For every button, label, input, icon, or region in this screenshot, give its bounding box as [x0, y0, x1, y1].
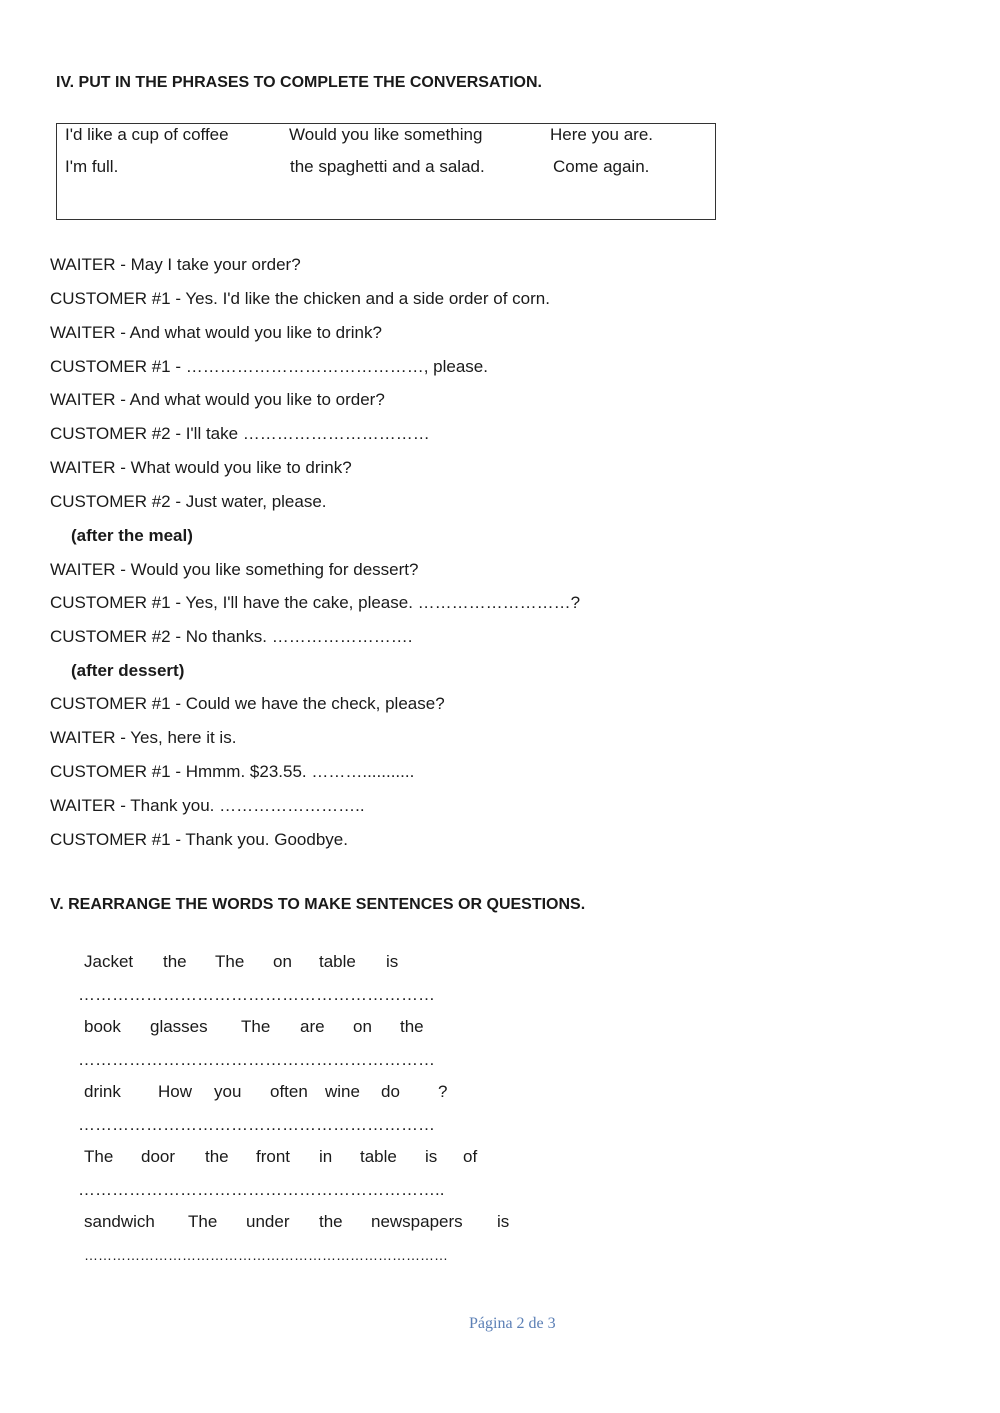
phrase: the spaghetti and a salad. [290, 157, 485, 176]
scrambled-word: the [163, 952, 187, 971]
page-number: Página 2 de 3 [469, 1315, 556, 1332]
scrambled-word: often [270, 1082, 308, 1101]
conversation-line: CUSTOMER #1 - Yes. I'd like the chicken and a side order of corn. [50, 289, 550, 308]
scrambled-word: sandwich [84, 1212, 155, 1231]
phrase: Here you are. [550, 125, 653, 144]
scrambled-word: under [246, 1212, 290, 1231]
scrambled-word: is [425, 1147, 438, 1166]
scrambled-word: ? [438, 1082, 448, 1101]
scrambled-word: table [319, 952, 356, 971]
conversation-line: WAITER - May I take your order? [50, 255, 301, 274]
conversation-line: WAITER - And what would you like to drink? [50, 323, 382, 342]
scrambled-word: on [353, 1017, 372, 1036]
scrambled-word: is [497, 1212, 510, 1231]
scrambled-word: you [214, 1082, 242, 1101]
conversation-line: CUSTOMER #1 - Thank you. Goodbye. [50, 830, 348, 849]
conversation-line: CUSTOMER #1 - Could we have the check, please? [50, 694, 445, 713]
conversation-line: CUSTOMER #2 - No thanks. ……………………. [50, 627, 413, 646]
phrase: I'd like a cup of coffee [65, 125, 229, 144]
conversation-line: WAITER - Yes, here it is. [50, 728, 237, 747]
scrambled-word: the [400, 1017, 424, 1036]
scrambled-word: front [256, 1147, 291, 1166]
scrambled-word: glasses [150, 1017, 208, 1036]
scrambled-word: in [319, 1147, 333, 1166]
phrase: I'm full. [65, 157, 119, 176]
answer-line[interactable]: ……………………………………………………… [78, 985, 435, 1004]
scrambled-word: The [188, 1212, 218, 1231]
scrambled-word: the [205, 1147, 229, 1166]
scrambled-word: door [141, 1147, 176, 1166]
answer-line[interactable]: ……………………………………………………… [78, 1115, 435, 1134]
scrambled-word: the [319, 1212, 343, 1231]
scrambled-word: Jacket [84, 952, 134, 971]
scrambled-word: book [84, 1017, 121, 1036]
stage-note: (after the meal) [71, 526, 193, 545]
scrambled-word: of [463, 1147, 478, 1166]
phrase: Come again. [553, 157, 650, 176]
conversation-line: CUSTOMER #1 - Hmmm. $23.55. ………........... [50, 762, 415, 781]
scrambled-word: is [386, 952, 399, 971]
conversation-line: CUSTOMER #2 - I'll take …………………………… [50, 424, 430, 443]
scrambled-word: The [241, 1017, 271, 1036]
scrambled-word: do [381, 1082, 400, 1101]
phrase: Would you like something [289, 125, 483, 144]
answer-line[interactable]: ……………………………………………………….. [78, 1180, 445, 1199]
conversation-line: CUSTOMER #1 - Yes, I'll have the cake, please. ………………………? [50, 593, 581, 612]
conversation-line: CUSTOMER #2 - Just water, please. [50, 492, 327, 511]
section-5-heading: V. REARRANGE THE WORDS TO MAKE SENTENCES OR QUESTIONS. [50, 896, 586, 913]
scrambled-word: How [158, 1082, 193, 1101]
conversation-line: WAITER - What would you like to drink? [50, 458, 352, 477]
scrambled-word: The [84, 1147, 114, 1166]
scrambled-word: The [215, 952, 245, 971]
answer-line[interactable]: …………………………………………………………………… [84, 1247, 448, 1263]
scrambled-word: drink [84, 1082, 121, 1101]
conversation-line: WAITER - And what would you like to order? [50, 390, 385, 409]
conversation-line: WAITER - Thank you. …………………….. [50, 796, 365, 815]
conversation-line: WAITER - Would you like something for dessert? [50, 560, 419, 579]
scrambled-word: newspapers [371, 1212, 463, 1231]
scrambled-word: wine [325, 1082, 360, 1101]
scrambled-word: are [300, 1017, 325, 1036]
answer-line[interactable]: ……………………………………………………… [78, 1050, 435, 1069]
scrambled-word: table [360, 1147, 397, 1166]
conversation-line: CUSTOMER #1 - ……………………………………, please. [50, 357, 488, 376]
section-4-heading: IV. PUT IN THE PHRASES TO COMPLETE THE CONVERSATION. [56, 74, 542, 91]
scrambled-word: on [273, 952, 292, 971]
stage-note: (after dessert) [71, 661, 185, 680]
